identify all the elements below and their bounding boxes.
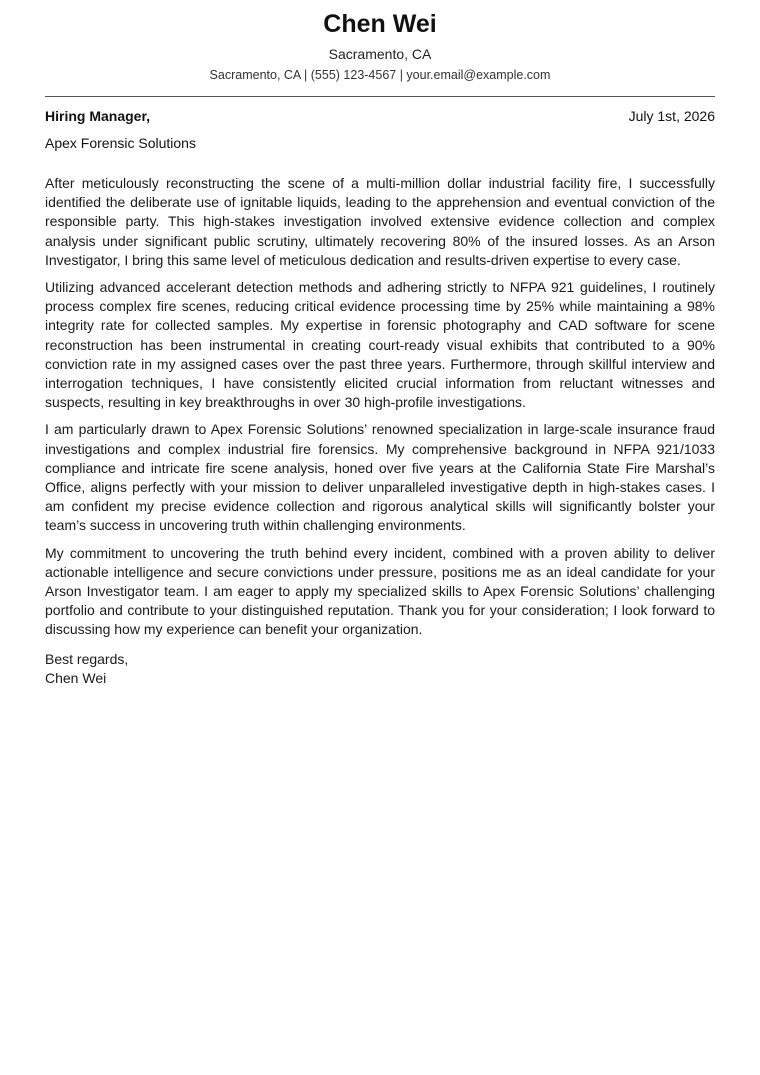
- closing-phrase: Best regards,: [45, 650, 129, 667]
- letter-date: July 1st, 2026: [628, 108, 715, 124]
- body-paragraph: My commitment to uncovering the truth behind every incident, combined with a proven ability to deliver actionable intelligence and secure convictions under pressure, positions me as an ideal candidate for your Arson Investigator team. I am eager to apply my specialized skills to Apex Forensic Solutions’ challenging portfolio and contribute to your distinguished reputation. Thank you for your consideration; I look forward to discussing how my experience can benefit your organization.: [45, 544, 715, 638]
- sender-name: Chen Wei: [323, 10, 437, 38]
- header-divider: [45, 96, 715, 97]
- body-paragraph: I am particularly drawn to Apex Forensic Solutions’ renowned specialization in large-scale insurance fraud investigations and complex industrial fire forensics. My comprehensive background in NFPA 921/1033 compliance and intricate fire scene analysis, honed over five years at the California State Fire Marshal’s Office, aligns perfectly with your mission to deliver unparalleled investigative depth in high-stakes cases. I am confident my precise evidence collection and rigorous analytical skills will significantly bolster your team’s success in uncovering truth within challenging environments.: [45, 421, 715, 534]
- recipient-company: Apex Forensic Solutions: [45, 135, 196, 151]
- sender-location: Sacramento, CA: [328, 46, 432, 62]
- recipient-salutation: Hiring Manager,: [45, 108, 151, 124]
- letter-header: [45, 0, 715, 83]
- letter-closing: [45, 650, 715, 688]
- body-paragraph: After meticulously reconstructing the scene of a multi-million dollar industrial facility fire, I successfully identified the deliberate use of ignitable liquids, leading to the apprehension and eventual conviction of the responsible party. This high-stakes investigation involved extensive evidence collection and complex analysis under significant public scrutiny, ultimately recovering 80% of the insured losses. As an Arson Investigator, I bring this same level of meticulous dedication and results-driven expertise to every case.: [45, 175, 715, 268]
- body-paragraph: Utilizing advanced accelerant detection methods and adhering strictly to NFPA 921 guidelines, I routinely process complex fire scenes, reducing critical evidence processing time by 25% while maintaining a 98% integrity rate for collected samples. My expertise in forensic photography and CAD software for scene reconstruction has been instrumental in creating court-ready visual exhibits that contributed to a 90% conviction rate in my assigned cases over the past three years. Furthermore, through skillful interview and interrogation techniques, I have consistently elicited crucial information from reluctant witnesses and suspects, resulting in key breakthroughs in over 30 high-profile investigations.: [45, 279, 715, 411]
- letter-body: [45, 174, 715, 640]
- sender-contact-line: Sacramento, CA | (555) 123-4567 | your.email@example.com: [209, 68, 551, 82]
- salutation-row: [45, 107, 715, 125]
- signature-name: Chen Wei: [45, 669, 107, 686]
